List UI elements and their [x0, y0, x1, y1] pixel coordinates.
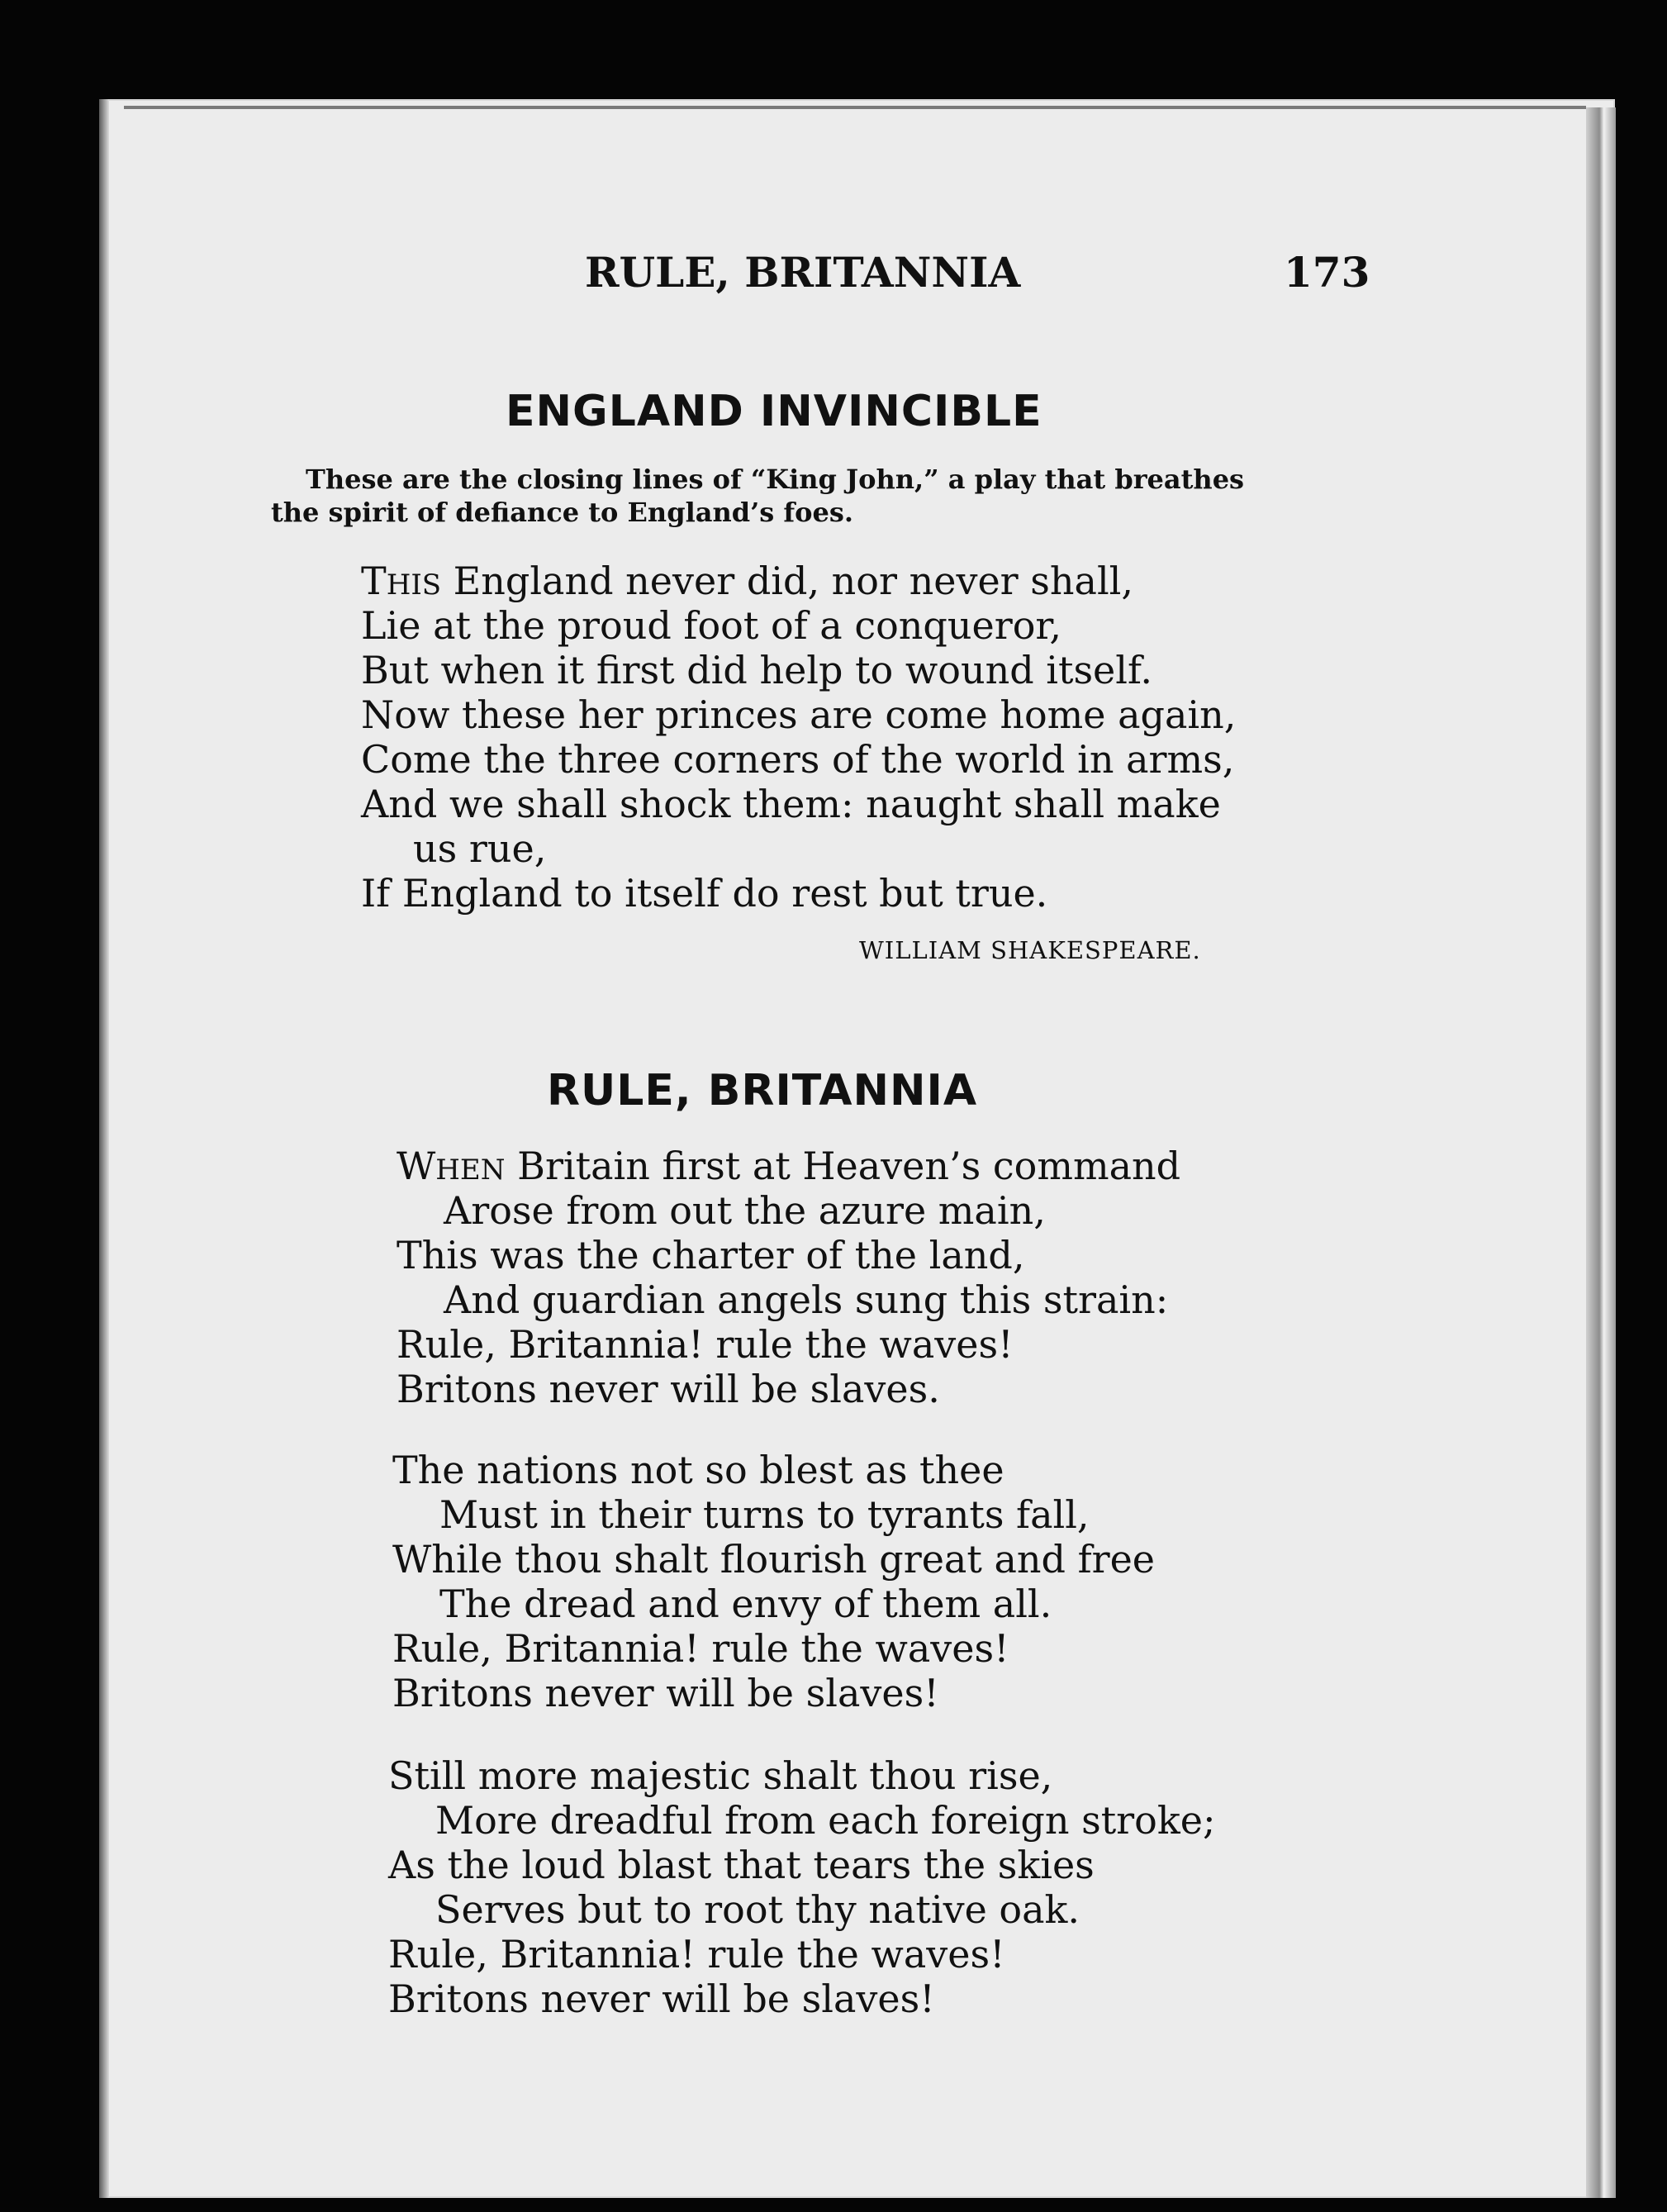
poem2-stanza3-line-5: Rule, Britannia! rule the waves! — [388, 1932, 1005, 1977]
poem1-line-2: Lie at the proud foot of a conqueror, — [361, 603, 1061, 648]
page-top-edge — [124, 106, 1586, 109]
poem2-stanza1-line-3: This was the charter of the land, — [397, 1233, 1025, 1277]
poem2-stanza1-line-1 — [397, 1144, 1180, 1188]
poem2-stanza1-line-5: Rule, Britannia! rule the waves! — [397, 1322, 1014, 1367]
poem2-stanza3-line-3: As the loud blast that tears the skies — [388, 1843, 1095, 1887]
poem1-line-3: But when it first did help to wound itself. — [361, 648, 1153, 692]
poem-title-england-invincible: ENGLAND INVINCIBLE — [506, 387, 1042, 436]
poem2-stanza3-line-1: Still more majestic shalt thou rise, — [388, 1753, 1053, 1798]
poem-note-line-1: These are the closing lines of “King John,” a play that breathes — [306, 464, 1245, 495]
poem2-line-1-rest: Britain first at Heaven’s command — [505, 1144, 1181, 1188]
poem2-stanza1-line-2: Arose from out the azure main, — [444, 1188, 1046, 1233]
page-left-edge — [99, 99, 109, 2198]
poem2-stanza2-line-4: The dread and envy of them all. — [439, 1582, 1052, 1626]
poem-note-line-2: the spirit of defiance to England’s foes. — [271, 497, 854, 528]
poem2-stanza1-line-4: And guardian angels sung this strain: — [444, 1277, 1169, 1322]
poem1-line-6: And we shall shock them: naught shall make — [361, 782, 1221, 826]
poem1-line-1 — [361, 559, 1133, 603]
poem1-first-word-rest: HIS — [386, 568, 442, 602]
poem2-first-word-rest: HEN — [435, 1154, 506, 1187]
running-title: RULE, BRITANNIA — [585, 248, 1021, 297]
poem2-stanza2-line-6: Britons never will be slaves! — [392, 1671, 939, 1715]
poem2-stanza2-line-1: The nations not so blest as thee — [392, 1448, 1004, 1492]
poem2-stanza2-line-5: Rule, Britannia! rule the waves! — [392, 1626, 1009, 1671]
poem2-stanza2-line-2: Must in their turns to tyrants fall, — [439, 1492, 1090, 1537]
poem2-stanza1-line-6: Britons never will be slaves. — [397, 1367, 940, 1411]
poem2-stanza3-line-6: Britons never will be slaves! — [388, 1977, 935, 2021]
page-right-edge — [1586, 107, 1616, 2198]
page-number: 173 — [1284, 248, 1370, 297]
poem2-first-word-cap: W — [397, 1144, 436, 1188]
poem2-stanza3-line-4: Serves but to root thy native oak. — [435, 1887, 1080, 1932]
poem1-line-5: Come the three corners of the world in arms, — [361, 737, 1235, 782]
poem2-stanza2-line-3: While thou shalt flourish great and free — [392, 1537, 1156, 1582]
poem1-author: WILLIAM SHAKESPEARE. — [859, 936, 1201, 964]
poem1-first-word-cap: T — [361, 559, 387, 603]
poem2-stanza3-line-2: More dreadful from each foreign stroke; — [435, 1798, 1216, 1843]
poem1-line-7: If England to itself do rest but true. — [361, 871, 1048, 916]
poem-title-rule-britannia: RULE, BRITANNIA — [547, 1066, 978, 1116]
poem1-line-1-rest: England never did, nor never shall, — [441, 559, 1133, 603]
poem1-line-6-continued: us rue, — [413, 826, 547, 871]
poem1-line-4: Now these her princes are come home again, — [361, 692, 1237, 737]
